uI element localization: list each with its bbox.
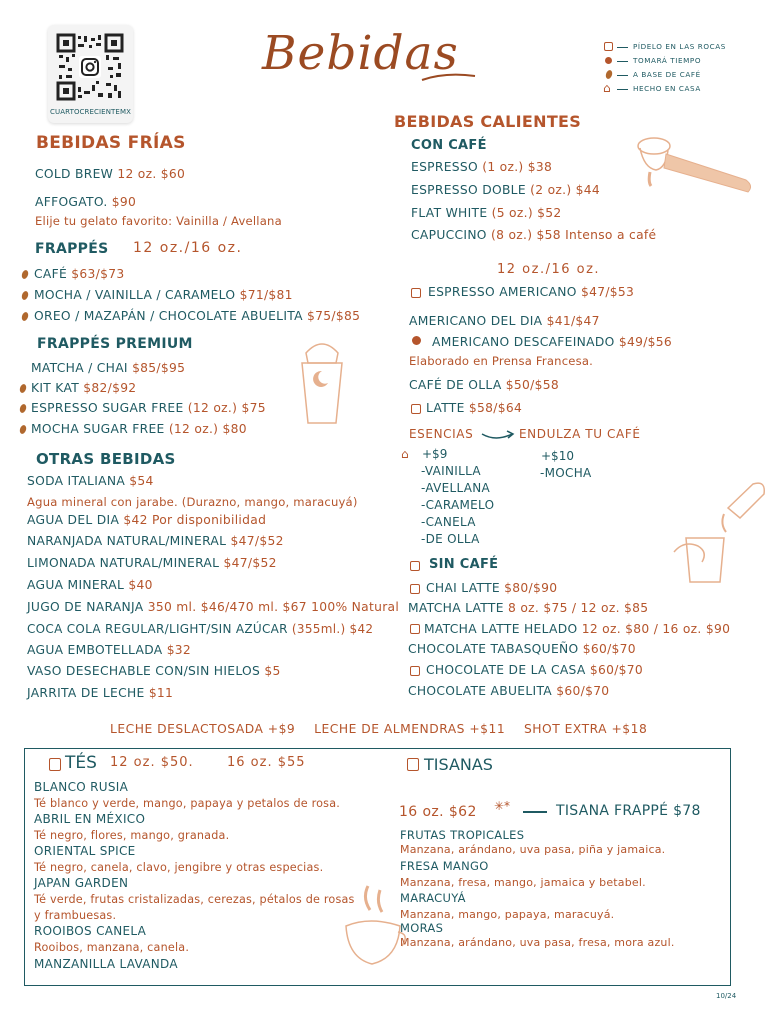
item-price: $80/$90 (504, 581, 558, 595)
bean-icon (605, 69, 614, 80)
item-price: $85/$95 (132, 361, 186, 375)
item-note: Agua mineral con jarabe. (Durazno, mango, maracuyá) (27, 495, 358, 509)
item-price: $80 (222, 422, 247, 436)
cup-icon (407, 758, 419, 771)
item-price: $60 (160, 167, 186, 181)
item-name: AMERICANO DEL DIA (409, 314, 543, 328)
tisanas-price: 16 oz. $62 (399, 804, 477, 820)
item-size: 12 oz. (117, 167, 157, 181)
item-price: (5 oz.) $52 (491, 206, 562, 220)
item-price: $90 (111, 195, 137, 209)
item-note: Elaborado en Prensa Francesa. (409, 354, 594, 368)
menu-item (27, 513, 266, 527)
menu-item (424, 622, 730, 636)
section-title-otras: OTRAS BEBIDAS (36, 450, 176, 468)
cup-icon (410, 624, 420, 634)
item-price: $47/$53 (580, 285, 635, 299)
item-price: $50/$58 (505, 378, 559, 392)
menu-item (31, 401, 266, 415)
legend-label: TOMARÁ TIEMPO (633, 56, 702, 65)
menu-item (428, 285, 634, 299)
menu-item (409, 314, 600, 328)
extra-shot: SHOT EXTRA +$18 (524, 722, 648, 736)
esencia-item: -VAINILLA (421, 464, 481, 478)
menu-item (34, 309, 360, 323)
page-number: 10/24 (716, 992, 737, 1000)
menu-item (408, 601, 648, 615)
section-title-frias: BEBIDAS FRÍAS (36, 133, 186, 153)
item-name: CAPUCCINO (411, 228, 487, 242)
menu-item (27, 664, 281, 678)
item-name: MOCHA / VAINILLA / CARAMELO (34, 288, 236, 302)
bean-icon (21, 269, 30, 280)
menu-item (31, 381, 136, 395)
item-note: Elije tu gelato favorito: Vainilla / Avellana (35, 214, 282, 228)
menu-item (409, 378, 559, 392)
item-price: $58/$64 (468, 401, 523, 415)
item-name: COCA COLA REGULAR/LIGHT/SIN AZÚCAR (27, 622, 288, 636)
menu-item (426, 401, 522, 415)
legend-dash (617, 47, 628, 48)
item-price: $60/$70 (582, 642, 636, 656)
tes-price-16: 16 oz. $55 (227, 755, 306, 770)
item-name: ESPRESSO (411, 160, 478, 174)
item-name: CAFÉ DE OLLA (409, 378, 502, 392)
item-name: JARRITA DE LECHE (27, 686, 145, 700)
extra-deslactosada: LECHE DESLACTOSADA +$9 (110, 722, 296, 736)
item-price: $60/$70 (589, 663, 644, 677)
item-name: FLAT WHITE (411, 206, 488, 220)
cup-icon (604, 42, 613, 51)
menu-item (27, 686, 173, 700)
item-price: $71/$81 (239, 288, 293, 302)
tisana-name: FRUTAS TROPICALES (400, 828, 525, 842)
page-title: Bebidas (262, 26, 459, 81)
menu-item (411, 183, 600, 197)
bean-icon (19, 424, 28, 435)
esencia-item: -DE OLLA (421, 532, 480, 546)
item-price: $5 (264, 664, 281, 678)
item-name: OREO / MAZAPÁN / CHOCOLATE ABUELITA (34, 309, 303, 323)
item-price: $41/$47 (546, 314, 600, 328)
item-name: CAFÉ (34, 267, 68, 281)
tea-desc: Rooibos, manzana, canela. (34, 941, 190, 954)
tea-desc: Té blanco y verde, mango, papaya y petalos de rosa. (34, 797, 341, 810)
esencias-price-b: +$10 (541, 449, 574, 463)
item-name: AGUA DEL DIA (27, 513, 120, 527)
item-name: CHOCOLATE TABASQUEÑO (408, 642, 579, 656)
item-price: $75 (241, 401, 266, 415)
extras-line (110, 722, 647, 736)
item-name: LIMONADA NATURAL/MINERAL (27, 556, 220, 570)
item-name: CHOCOLATE DE LA CASA (426, 663, 586, 677)
item-name: COLD BREW (35, 167, 114, 181)
endulza-label: ENDULZA TU CAFÉ (519, 427, 641, 441)
section-title-sin-cafe: SIN CAFÉ (429, 557, 499, 572)
cup-icon (410, 584, 420, 594)
bean-icon (19, 383, 28, 394)
tea-desc: Té verde, frutas cristalizadas, cerezas, pétalos de rosas (34, 893, 355, 906)
section-title-con-cafe: CON CAFÉ (411, 138, 487, 153)
item-name: ESPRESSO SUGAR FREE (31, 401, 184, 415)
item-name: AGUA MINERAL (27, 578, 125, 592)
qr-caption: CUARTOCRECIENTEMX (50, 108, 131, 116)
menu-item (31, 422, 247, 436)
item-price: $60/$70 (556, 684, 610, 698)
title-swash (420, 70, 480, 84)
cup-icon (49, 758, 61, 771)
item-name: AFFOGATO. (35, 195, 108, 209)
section-title-premium: FRAPPÉS PREMIUM (37, 336, 193, 352)
item-price: $47/$52 (223, 556, 277, 570)
tea-name: ORIENTAL SPICE (34, 844, 136, 858)
tisana-name: MARACUYÁ (400, 891, 466, 905)
section-title-tes: TÉS (65, 753, 97, 773)
cup-icon (411, 288, 421, 298)
tisana-name: MORAS (400, 921, 444, 935)
item-price: 350 ml. $46/470 ml. $67 100% Natural (147, 600, 400, 614)
tea-desc: y frambuesas. (34, 909, 117, 922)
menu-item (27, 578, 153, 592)
esencias-label: ESENCIAS (409, 427, 474, 441)
menu-item (411, 206, 562, 220)
menu-item (411, 160, 552, 174)
tea-name: ROOIBOS CANELA (34, 924, 147, 938)
legend-dash (617, 61, 628, 62)
item-name: AMERICANO DESCAFEINADO (432, 335, 615, 349)
tea-desc: Té negro, canela, clavo, jengibre y otras especias. (34, 861, 324, 874)
item-price: $47/$52 (230, 534, 284, 548)
cup-icon (411, 404, 421, 414)
cup-icon (410, 666, 420, 676)
tea-desc: Té negro, flores, mango, granada. (34, 829, 230, 842)
item-price: 8 oz. $75 / 12 oz. $85 (508, 601, 649, 615)
item-price: (8 oz.) $58 Intenso a café (491, 228, 657, 242)
item-name: SODA ITALIANA (27, 474, 126, 488)
item-name: MOCHA SUGAR FREE (31, 422, 165, 436)
section-title-tisanas: TISANAS (424, 755, 493, 774)
legend-dash (617, 75, 628, 76)
item-name: LATTE (426, 401, 465, 415)
legend-dash (617, 89, 628, 90)
menu-item (27, 534, 284, 548)
legend-label: HECHO EN CASA (633, 84, 701, 93)
legend-label: PÍDELO EN LAS ROCAS (633, 42, 726, 51)
portafilter-illustration (636, 130, 758, 200)
tisana-frappe: TISANA FRAPPÉ $78 (556, 803, 701, 819)
tes-price-12: 12 oz. $50. (110, 755, 194, 770)
tisana-desc: Manzana, arándano, uva pasa, piña y jamaica. (400, 843, 666, 856)
esencias-list-a (421, 463, 494, 548)
extra-almendras: LECHE DE ALMENDRAS +$11 (314, 722, 506, 736)
item-name: MATCHA / CHAI (31, 361, 128, 375)
menu-item (426, 663, 643, 677)
section-title-frappes: FRAPPÉS (35, 241, 109, 257)
esencia-item: -MOCHA (540, 466, 592, 480)
esencias-price-a: +$9 (422, 447, 448, 461)
tisana-desc: Manzana, arándano, uva pasa, fresa, mora azul. (400, 936, 675, 949)
menu-item (426, 581, 557, 595)
item-name: CHOCOLATE ABUELITA (408, 684, 553, 698)
item-price: $49/$56 (618, 335, 673, 349)
legend (602, 42, 762, 98)
menu-item (31, 361, 185, 375)
moon-icon (412, 336, 421, 345)
item-price: $40 (128, 578, 153, 592)
arrow-icon (480, 428, 516, 442)
menu-item (27, 556, 277, 570)
item-name: CHAI LATTE (426, 581, 500, 595)
item-name: JUGO DE NARANJA (27, 600, 144, 614)
tea-name: JAPAN GARDEN (34, 876, 129, 890)
item-size: (12 oz.) (187, 401, 238, 415)
menu-item (27, 622, 373, 636)
item-name: AGUA EMBOTELLADA (27, 643, 163, 657)
tea-name: BLANCO RUSIA (34, 780, 129, 794)
item-price: (355ml.) $42 (291, 622, 374, 636)
tisana-dash (523, 811, 547, 813)
tisana-desc: Manzana, mango, papaya, maracuyá. (400, 908, 615, 921)
menu-item (35, 195, 136, 209)
house-icon: ⌂ (603, 81, 611, 95)
hand-pouring-illustration (668, 478, 768, 588)
section-title-calientes: BEBIDAS CALIENTES (394, 112, 582, 131)
item-name: ESPRESSO AMERICANO (428, 285, 577, 299)
item-price: $11 (148, 686, 174, 700)
qr-card (48, 25, 133, 123)
menu-item (27, 474, 154, 488)
menu-item (35, 167, 185, 181)
cup-icon (410, 561, 420, 571)
tisana-desc: Manzana, fresa, mango, jamaica y betabel. (400, 876, 646, 889)
item-price: $63/$73 (71, 267, 125, 281)
item-name: NARANJADA NATURAL/MINERAL (27, 534, 227, 548)
item-price: $82/$92 (83, 381, 137, 395)
esencia-item: -AVELLANA (421, 481, 491, 495)
frappe-cup-illustration (292, 333, 352, 427)
menu-item (411, 228, 656, 242)
qr-code-icon (56, 33, 124, 101)
esencia-item: -CARAMELO (421, 498, 495, 512)
sparkle-icon: ✳︎* (494, 799, 511, 813)
item-price: $42 Por disponibilidad (123, 513, 267, 527)
bean-icon (21, 311, 30, 322)
caliente-sizes: 12 oz./16 oz. (497, 262, 601, 277)
legend-label: A BASE DE CAFÉ (633, 70, 701, 79)
item-name: VASO DESECHABLE CON/SIN HIELOS (27, 664, 261, 678)
tea-name: MANZANILLA LAVANDA (34, 957, 178, 971)
menu-item (408, 642, 636, 656)
moon-icon (605, 57, 612, 64)
menu-item (27, 600, 399, 614)
item-name: KIT KAT (31, 381, 80, 395)
item-price: $75/$85 (307, 309, 361, 323)
frappes-sizes: 12 oz./16 oz. (133, 240, 243, 256)
item-name: MATCHA LATTE HELADO (424, 622, 578, 636)
item-size: (12 oz.) (168, 422, 219, 436)
menu-item (34, 267, 124, 281)
menu-item (34, 288, 293, 302)
menu-item (408, 684, 609, 698)
esencia-item: -CANELA (421, 515, 476, 529)
tea-name: ABRIL EN MÉXICO (34, 812, 146, 826)
item-price: 12 oz. $80 / 16 oz. $90 (581, 622, 731, 636)
house-icon: ⌂ (401, 447, 409, 461)
item-price: (2 oz.) $44 (530, 183, 601, 197)
bean-icon (19, 403, 28, 414)
menu-item (432, 335, 672, 349)
item-name: ESPRESSO DOBLE (411, 183, 526, 197)
item-price: $32 (166, 643, 192, 657)
menu-item (27, 643, 191, 657)
item-price: $54 (129, 474, 154, 488)
bean-icon (21, 290, 30, 301)
tisana-name: FRESA MANGO (400, 859, 489, 873)
item-price: (1 oz.) $38 (482, 160, 553, 174)
item-name: MATCHA LATTE (408, 601, 504, 615)
